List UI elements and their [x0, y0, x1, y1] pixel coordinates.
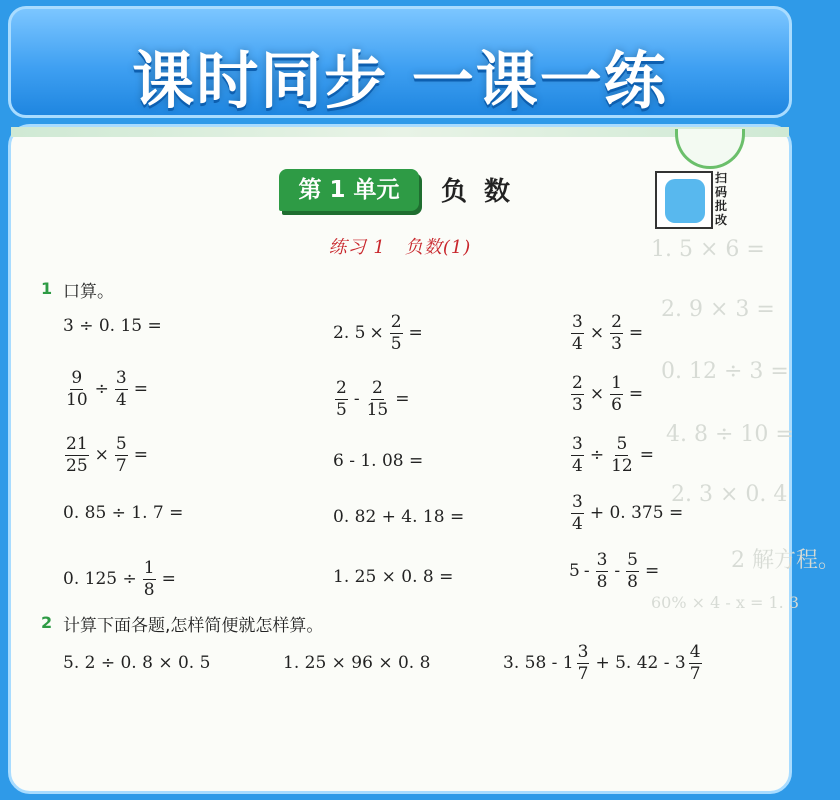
page-top-band [11, 127, 789, 137]
ghost-text: 0. 12 ÷ 3 = [661, 359, 789, 384]
problem-r5c2 [333, 565, 453, 589]
lesson-title: 练习 1 负数(1) [328, 237, 472, 258]
fraction: $\frac{3}{4}$ [572, 311, 583, 354]
ghost-text: 1. 5 × 6 = [651, 237, 765, 262]
operator: - [353, 389, 360, 409]
fraction: $\frac{2}{3}$ [611, 311, 622, 354]
unit-title: 负 数 [441, 177, 515, 207]
problem-r4c3 [569, 489, 683, 537]
equals-sign: = [133, 379, 148, 399]
fraction: $\frac{5}{12}$ [611, 433, 633, 476]
operator: - [583, 561, 590, 581]
expression-text: 0. 82 + 4. 18 = [333, 507, 465, 527]
fraction: $\frac{21}{25}$ [66, 433, 88, 476]
equals-sign: = [161, 569, 176, 589]
fraction: $\frac{3}{4}$ [572, 433, 583, 476]
operator: × [589, 323, 605, 343]
ghost-text: 4. 8 ÷ 10 = [666, 422, 794, 447]
expression-text: 1. 25 × 96 × 0. 8 [283, 653, 431, 673]
problem-s2c3 [503, 639, 704, 687]
problem-r3c2 [333, 449, 423, 473]
ghost-text: 2 解方程。 [731, 548, 840, 573]
problem-r2c2 [333, 375, 413, 423]
expression-text: + 0. 375 = [589, 503, 684, 523]
qr-label-char: 码 [715, 185, 728, 199]
problem-r3c3 [569, 431, 658, 479]
expression-text: 0. 85 ÷ 1. 7 = [63, 503, 184, 523]
fraction: $\frac{3}{4}$ [572, 491, 583, 534]
section-title: 口算。 [63, 282, 114, 302]
problem-r4c2 [333, 505, 464, 529]
operator: × [369, 323, 384, 343]
operator: - [614, 561, 621, 581]
equals-sign: = [644, 561, 660, 581]
top-banner [8, 6, 792, 118]
qr-label-char: 批 [715, 199, 728, 213]
problem-r1c2 [333, 309, 427, 357]
ghost-text: 60% × 4 - x = 1. 3 [651, 593, 800, 612]
number: 2. 5 [333, 323, 366, 343]
expression-text: 3 ÷ 0. 15 = [63, 316, 162, 336]
expression-text: 1. 25 × 0. 8 = [333, 567, 454, 587]
equals-sign: = [395, 389, 410, 409]
fraction: $\frac{1}{6}$ [611, 372, 622, 415]
problem-r5c3 [569, 547, 663, 595]
problem-r3c1 [63, 431, 152, 479]
fraction: $\frac{5}{8}$ [627, 549, 638, 592]
fraction: $\frac{2}{15}$ [366, 377, 389, 420]
equals-sign: = [628, 323, 644, 343]
expression-text: 6 - 1. 08 = [333, 451, 424, 471]
expression-text: 5. 2 ÷ 0. 8 × 0. 5 [63, 653, 211, 673]
ghost-text: 2. 9 × 3 = [661, 297, 775, 322]
operator: ÷ [94, 379, 109, 399]
problem-r1c1 [63, 314, 162, 338]
operator: ÷ [589, 445, 605, 465]
ghost-text: 2. 3 × 0. 4 [671, 482, 788, 507]
fraction: $\frac{2}{3}$ [572, 372, 583, 415]
number: 5 [569, 561, 580, 581]
fraction: $\frac{9}{10}$ [66, 367, 88, 410]
section-number: 1 [41, 279, 53, 298]
problem-r2c3 [569, 370, 647, 418]
problem-s2c2 [283, 651, 430, 675]
section-title: 计算下面各题,怎样简便就怎样算。 [63, 616, 324, 636]
unit-badge: 第 1 单元 [279, 169, 419, 211]
operator: × [589, 384, 605, 404]
banner-title: 课时同步 一课一练 [132, 44, 668, 117]
equals-sign: = [639, 445, 654, 465]
qr-cover [665, 179, 705, 223]
fraction: $\frac{3}{8}$ [596, 549, 608, 592]
qr-code[interactable] [655, 171, 713, 229]
problem-r4c1 [63, 501, 183, 525]
qr-label-char: 扫 [715, 171, 728, 185]
fraction: $\frac{2}{5}$ [390, 311, 402, 354]
fraction: $\frac{4}{7}$ [689, 641, 701, 684]
problem-r1c3 [569, 309, 647, 357]
fraction: $\frac{1}{8}$ [143, 557, 155, 600]
expression-text: + 5. 42 - 3 [595, 653, 686, 673]
qr-label-char: 改 [715, 213, 728, 227]
qr-label [715, 171, 739, 227]
expression-text: 3. 58 - 1 [503, 653, 574, 673]
decorative-emblem [675, 129, 745, 169]
equals-sign: = [408, 323, 423, 343]
fraction: $\frac{2}{5}$ [336, 377, 347, 420]
problem-r2c1 [63, 365, 152, 413]
section-number: 2 [41, 613, 53, 632]
fraction: $\frac{5}{7}$ [115, 433, 127, 476]
problem-s2c1 [63, 651, 210, 675]
equals-sign: = [133, 445, 148, 465]
workbook-page [8, 124, 840, 794]
problem-r5c1 [63, 555, 180, 603]
expression-text: 0. 125 ÷ [63, 569, 137, 589]
fraction: $\frac{3}{4}$ [115, 367, 127, 410]
operator: × [94, 445, 109, 465]
equals-sign: = [628, 384, 644, 404]
fraction: $\frac{3}{7}$ [577, 641, 589, 684]
